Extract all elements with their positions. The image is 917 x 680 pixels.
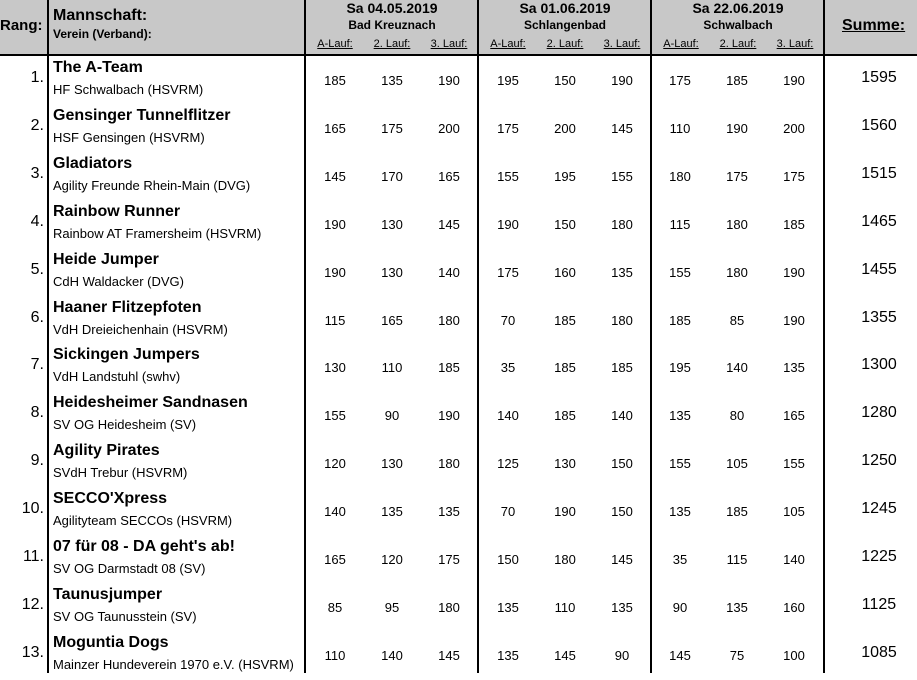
rank-cell: 7. xyxy=(30,356,44,374)
rank-cell: 5. xyxy=(30,260,44,278)
team-name: The A-Team xyxy=(53,59,143,76)
score-cell: 135 xyxy=(381,504,403,520)
score-cell: 190 xyxy=(726,120,748,136)
event-1-date: Sa 04.05.2019 xyxy=(346,0,438,16)
rank-cell: 10. xyxy=(21,500,44,518)
total-cell: 1085 xyxy=(861,643,897,661)
table-row xyxy=(0,153,917,201)
rank-header: Rang: xyxy=(0,17,43,34)
rank-cell: 1. xyxy=(30,69,44,86)
score-cell: 140 xyxy=(783,552,805,567)
score-cell: 180 xyxy=(611,216,633,232)
score-cell: 135 xyxy=(669,504,691,520)
score-cell: 185 xyxy=(554,312,576,328)
total-cell: 1355 xyxy=(861,308,897,326)
table-row xyxy=(0,440,917,488)
score-cell: 115 xyxy=(726,552,748,567)
score-cell: 140 xyxy=(497,408,519,424)
score-cell: 140 xyxy=(726,360,748,376)
score-cell: 145 xyxy=(438,216,460,232)
score-cell: 185 xyxy=(324,73,346,88)
total-cell: 1280 xyxy=(861,404,897,422)
score-cell: 135 xyxy=(783,360,805,376)
club-name: CdH Waldacker (DVG) xyxy=(53,273,184,289)
total-cell: 1455 xyxy=(861,260,897,278)
score-cell: 75 xyxy=(729,647,745,663)
table-row xyxy=(0,536,917,584)
score-cell: 195 xyxy=(497,73,519,88)
total-cell: 1300 xyxy=(861,356,897,374)
score-cell: 190 xyxy=(438,73,460,88)
team-name: Haaner Flitzepfoten xyxy=(53,298,202,316)
score-cell: 175 xyxy=(669,73,691,88)
score-cell: 185 xyxy=(611,360,633,376)
score-cell: 185 xyxy=(726,73,748,88)
event-1-run-3: 3. Lauf: xyxy=(430,38,468,50)
rank-cell: 13. xyxy=(21,643,44,661)
score-cell: 150 xyxy=(611,456,633,472)
table-row xyxy=(0,249,917,297)
score-cell: 150 xyxy=(554,73,576,88)
score-cell: 165 xyxy=(438,168,460,184)
sum-header: Summe: xyxy=(842,17,906,34)
score-cell: 190 xyxy=(497,216,519,232)
score-cell: 185 xyxy=(554,408,576,424)
club-name: SV OG Darmstadt 08 (SV) xyxy=(53,561,206,576)
score-cell: 100 xyxy=(783,647,805,663)
team-name: Agility Pirates xyxy=(53,442,160,460)
total-cell: 1560 xyxy=(861,116,897,134)
score-cell: 145 xyxy=(611,120,633,136)
score-cell: 140 xyxy=(324,504,346,520)
score-cell: 165 xyxy=(324,552,346,567)
score-cell: 165 xyxy=(783,408,805,424)
event-3-run-3: 3. Lauf: xyxy=(776,38,814,50)
total-cell: 1465 xyxy=(861,212,897,230)
event-2-date: Sa 01.06.2019 xyxy=(519,0,611,16)
event-2-location: Schlangenbad xyxy=(523,18,606,32)
score-cell: 180 xyxy=(669,168,691,184)
score-cell: 140 xyxy=(381,647,403,663)
score-cell: 145 xyxy=(554,647,576,663)
rank-cell: 11. xyxy=(22,548,44,565)
score-cell: 155 xyxy=(669,456,691,472)
score-cell: 70 xyxy=(500,504,516,520)
score-cell: 115 xyxy=(669,216,691,232)
club-name: SV OG Heidesheim (SV) xyxy=(53,417,197,433)
score-cell: 155 xyxy=(497,168,519,184)
score-cell: 150 xyxy=(611,504,633,520)
score-cell: 190 xyxy=(438,408,460,424)
score-cell: 145 xyxy=(438,647,460,663)
club-name: VdH Dreieichenhain (HSVRM) xyxy=(53,321,228,337)
score-cell: 110 xyxy=(381,360,403,376)
score-cell: 175 xyxy=(726,168,748,184)
score-cell: 190 xyxy=(783,264,805,280)
score-cell: 175 xyxy=(497,264,519,280)
score-cell: 90 xyxy=(614,647,630,663)
score-cell: 115 xyxy=(324,312,346,328)
score-cell: 185 xyxy=(669,312,691,328)
team-name: SECCO'Xpress xyxy=(53,490,168,508)
score-cell: 195 xyxy=(554,168,576,184)
score-cell: 175 xyxy=(783,168,805,184)
score-cell: 110 xyxy=(669,120,691,136)
score-cell: 185 xyxy=(438,360,460,376)
score-cell: 175 xyxy=(381,120,403,136)
score-cell: 180 xyxy=(726,216,748,232)
score-cell: 130 xyxy=(381,264,403,280)
score-cell: 195 xyxy=(669,360,691,376)
score-cell: 180 xyxy=(438,312,460,328)
team-name: 07 für 08 - DA geht's ab! xyxy=(53,538,235,555)
club-name: Agility Freunde Rhein-Main (DVG) xyxy=(53,177,251,193)
score-cell: 150 xyxy=(497,552,519,567)
score-cell: 155 xyxy=(611,168,633,184)
score-cell: 135 xyxy=(497,599,519,615)
event-3-date: Sa 22.06.2019 xyxy=(692,0,784,16)
score-cell: 170 xyxy=(381,168,403,184)
score-cell: 130 xyxy=(381,456,403,472)
team-name: Heide Jumper xyxy=(53,250,159,268)
score-cell: 190 xyxy=(324,264,346,280)
score-cell: 135 xyxy=(611,264,633,280)
event-2-run-2: 2. Lauf: xyxy=(546,38,584,50)
team-name: Gladiators xyxy=(53,154,133,172)
score-cell: 110 xyxy=(554,599,576,615)
team-name: Heidesheimer Sandnasen xyxy=(53,394,248,412)
score-cell: 35 xyxy=(500,360,516,376)
table-row xyxy=(0,488,917,536)
score-cell: 135 xyxy=(497,647,519,663)
club-name: Rainbow AT Framersheim (HSVRM) xyxy=(53,225,262,241)
score-cell: 130 xyxy=(324,360,346,376)
score-cell: 130 xyxy=(381,216,403,232)
table-row xyxy=(0,105,917,153)
total-cell: 1125 xyxy=(861,595,897,613)
score-cell: 200 xyxy=(438,120,460,136)
score-cell: 140 xyxy=(438,264,460,280)
event-2-run-a: A-Lauf: xyxy=(490,38,526,50)
event-1-run-2: 2. Lauf: xyxy=(373,38,411,50)
score-cell: 35 xyxy=(672,552,688,567)
score-cell: 190 xyxy=(783,73,805,88)
score-cell: 145 xyxy=(669,647,691,663)
total-cell: 1225 xyxy=(861,548,897,565)
score-cell: 120 xyxy=(381,552,403,567)
score-cell: 180 xyxy=(554,552,576,567)
score-cell: 95 xyxy=(384,599,400,615)
table-row xyxy=(0,201,917,249)
score-cell: 130 xyxy=(554,456,576,472)
score-cell: 110 xyxy=(324,647,346,663)
score-cell: 135 xyxy=(438,504,460,520)
club-name: SV OG Taunusstein (SV) xyxy=(53,608,197,624)
event-1-run-a: A-Lauf: xyxy=(317,38,353,50)
score-cell: 135 xyxy=(726,599,748,615)
table-row xyxy=(0,392,917,440)
rank-cell: 4. xyxy=(30,212,44,230)
team-name: Moguntia Dogs xyxy=(53,633,169,651)
rank-cell: 2. xyxy=(30,116,44,134)
rank-cell: 12. xyxy=(21,595,44,613)
score-cell: 190 xyxy=(324,216,346,232)
score-cell: 155 xyxy=(669,264,691,280)
score-cell: 190 xyxy=(611,73,633,88)
event-3-run-2: 2. Lauf: xyxy=(719,38,757,50)
score-cell: 155 xyxy=(324,408,346,424)
score-cell: 165 xyxy=(381,312,403,328)
score-cell: 80 xyxy=(729,408,745,424)
total-cell: 1250 xyxy=(861,452,897,470)
score-cell: 180 xyxy=(438,456,460,472)
club-name: VdH Landstuhl (swhv) xyxy=(53,369,181,385)
total-cell: 1515 xyxy=(861,164,897,182)
event-3-run-a: A-Lauf: xyxy=(663,38,699,50)
table-row xyxy=(0,584,917,632)
score-cell: 90 xyxy=(384,408,400,424)
score-cell: 125 xyxy=(497,456,519,472)
header-divider xyxy=(0,54,917,56)
team-header: Mannschaft: xyxy=(53,7,148,24)
score-cell: 90 xyxy=(672,599,688,615)
team-name: Gensinger Tunnelflitzer xyxy=(53,106,231,124)
total-cell: 1595 xyxy=(861,69,897,86)
score-cell: 190 xyxy=(554,504,576,520)
total-cell: 1245 xyxy=(861,500,897,518)
score-cell: 165 xyxy=(324,120,346,136)
rank-cell: 6. xyxy=(30,308,44,326)
event-1-location: Bad Kreuznach xyxy=(348,18,436,32)
score-cell: 200 xyxy=(783,120,805,136)
table-row xyxy=(0,344,917,392)
team-name: Taunusjumper xyxy=(53,585,163,603)
score-cell: 120 xyxy=(324,456,346,472)
club-name: SVdH Trebur (HSVRM) xyxy=(53,465,188,481)
club-name: Agilityteam SECCOs (HSVRM) xyxy=(53,513,233,529)
score-cell: 150 xyxy=(554,216,576,232)
club-name: Mainzer Hundeverein 1970 e.V. (HSVRM) xyxy=(53,656,294,672)
team-name: Rainbow Runner xyxy=(53,202,181,220)
team-name: Sickingen Jumpers xyxy=(53,346,200,364)
table-row xyxy=(0,57,917,105)
table-row xyxy=(0,297,917,345)
club-name: HSF Gensingen (HSVRM) xyxy=(53,129,205,145)
score-cell: 85 xyxy=(729,312,745,328)
event-2-run-3: 3. Lauf: xyxy=(603,38,641,50)
score-cell: 190 xyxy=(783,312,805,328)
score-cell: 140 xyxy=(611,408,633,424)
score-cell: 185 xyxy=(726,504,748,520)
score-cell: 85 xyxy=(327,599,343,615)
score-cell: 185 xyxy=(554,360,576,376)
score-cell: 185 xyxy=(783,216,805,232)
score-cell: 135 xyxy=(611,599,633,615)
rank-cell: 3. xyxy=(30,164,44,182)
score-cell: 180 xyxy=(611,312,633,328)
club-name: HF Schwalbach (HSVRM) xyxy=(53,82,204,97)
score-cell: 135 xyxy=(669,408,691,424)
score-cell: 145 xyxy=(611,552,633,567)
score-cell: 155 xyxy=(783,456,805,472)
score-cell: 180 xyxy=(438,599,460,615)
score-cell: 160 xyxy=(554,264,576,280)
score-cell: 105 xyxy=(783,504,805,520)
score-cell: 135 xyxy=(381,73,403,88)
score-cell: 105 xyxy=(726,456,748,472)
rank-cell: 8. xyxy=(30,404,44,422)
club-header: Verein (Verband): xyxy=(53,27,152,41)
score-cell: 160 xyxy=(783,599,805,615)
score-cell: 145 xyxy=(324,168,346,184)
event-3-location: Schwalbach xyxy=(703,18,773,32)
score-cell: 175 xyxy=(497,120,519,136)
score-cell: 180 xyxy=(726,264,748,280)
score-cell: 200 xyxy=(554,120,576,136)
score-cell: 175 xyxy=(438,552,460,567)
score-cell: 70 xyxy=(500,312,516,328)
rank-cell: 9. xyxy=(30,452,44,470)
